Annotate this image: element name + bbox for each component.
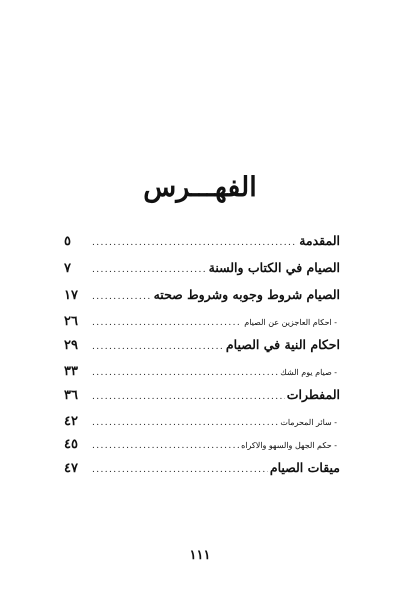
toc-entry xyxy=(64,260,340,287)
toc-page-number: ٤٧ xyxy=(64,461,78,476)
dot-leader xyxy=(92,342,224,352)
dot-leader xyxy=(92,318,242,328)
dot-leader xyxy=(92,238,297,248)
dot-leader xyxy=(92,392,285,402)
dot-leader xyxy=(92,292,152,302)
toc-page-number: ٢٦ xyxy=(64,314,78,329)
toc-entry xyxy=(64,337,340,364)
toc-entry-title: احكام النية في الصيام xyxy=(225,337,340,352)
toc-subentry xyxy=(64,414,340,437)
toc-subentry xyxy=(64,437,340,460)
table-of-contents xyxy=(64,233,340,487)
toc-entry xyxy=(64,387,340,414)
toc-subentry xyxy=(64,314,340,337)
toc-entry-title: الصيام شروط وجوبه وشروط صحته xyxy=(153,287,340,302)
toc-entry-title: المفطرات xyxy=(286,387,340,402)
dot-leader xyxy=(92,368,278,378)
toc-subentry xyxy=(64,364,340,387)
page-folio-number: ١١١ xyxy=(189,548,211,563)
toc-entry-title: ميقات الصيام xyxy=(269,460,340,475)
toc-page-number: ٤٥ xyxy=(64,437,78,452)
toc-entry-title: - سائر المحرمات xyxy=(280,418,337,427)
toc-entry-title: - حكم الجهل والسهو والاكراه xyxy=(241,441,337,450)
dot-leader xyxy=(92,265,207,275)
toc-page-number: ٤٢ xyxy=(64,414,78,429)
toc-entry-title: الصيام في الكتاب والسنة xyxy=(208,260,340,275)
toc-entry-title: - احكام العاجزين عن الصيام xyxy=(244,318,337,327)
toc-page-number: ١٧ xyxy=(64,288,78,303)
toc-page-number: ٣٣ xyxy=(64,364,78,379)
toc-entry xyxy=(64,460,340,487)
toc-entry xyxy=(64,233,340,260)
toc-entry-title: - صيام يوم الشك xyxy=(280,368,337,377)
toc-page-number: ٢٩ xyxy=(64,338,78,353)
toc-entry xyxy=(64,287,340,314)
toc-page-number: ٣٦ xyxy=(64,388,78,403)
toc-entry-title: المقدمة xyxy=(299,233,340,248)
index-title: الفهـــرس xyxy=(143,172,257,203)
dot-leader xyxy=(92,441,239,451)
dot-leader xyxy=(92,465,268,475)
toc-page-number: ٥ xyxy=(64,234,71,249)
dot-leader xyxy=(92,418,278,428)
toc-page-number: ٧ xyxy=(64,261,71,276)
